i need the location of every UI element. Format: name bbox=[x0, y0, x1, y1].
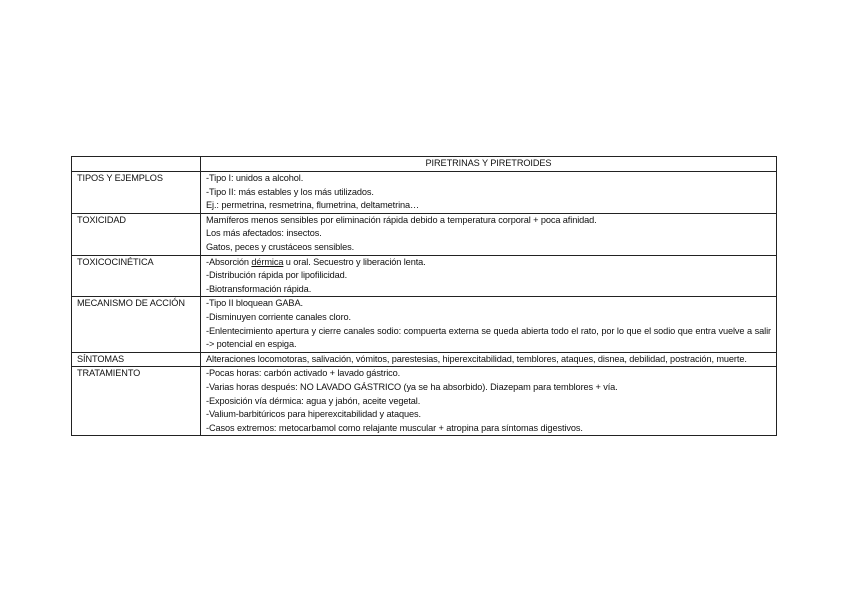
header-blank-cell bbox=[72, 157, 201, 172]
row-label-toxicocinetica: TOXICOCINÉTICA bbox=[72, 255, 201, 297]
content-line: Alteraciones locomotoras, salivación, vómitos, parestesias, hiperexcitabilidad, temblores, ataques, disnea, debilidad, postración, muerte. bbox=[206, 353, 747, 364]
underlined-word: dérmica bbox=[251, 256, 284, 267]
content-line: -Tipo II: más estables y los más utilizados. bbox=[206, 186, 374, 197]
content-line: -Biotransformación rápida. bbox=[206, 283, 312, 294]
table-header-row bbox=[72, 157, 777, 172]
row-content-tratamiento bbox=[201, 367, 777, 436]
table-row bbox=[72, 367, 777, 436]
row-label-tratamiento: TRATAMIENTO bbox=[72, 367, 201, 436]
content-line: Ej.: permetrina, resmetrina, flumetrina, deltametrina… bbox=[206, 200, 420, 211]
row-content-tipos bbox=[201, 172, 777, 214]
content-line: -Enlentecimiento apertura y cierre canales sodio: compuerta externa se queda abierta todo el rato, por lo que el sodio que entra vuelve a salir -> potencial en espiga. bbox=[206, 325, 771, 350]
row-content-toxicocinetica bbox=[201, 255, 777, 297]
row-label-tipos: TIPOS Y EJEMPLOS bbox=[72, 172, 201, 214]
content-line: -Tipo II bloquean GABA. bbox=[206, 298, 303, 309]
content-line: -Distribución rápida por lipofilicidad. bbox=[206, 270, 348, 281]
row-content-sintomas bbox=[201, 352, 777, 367]
table-title: PIRETRINAS Y PIRETROIDES bbox=[201, 157, 777, 172]
content-line: Los más afectados: insectos. bbox=[206, 228, 322, 239]
table-row bbox=[72, 213, 777, 255]
content-text: -Absorción bbox=[206, 256, 252, 267]
content-line: -Disminuyen corriente canales cloro. bbox=[206, 311, 351, 322]
table-row bbox=[72, 172, 777, 214]
content-line: Mamíferos menos sensibles por eliminación rápida debido a temperatura corporal + poca afinidad. bbox=[206, 214, 597, 225]
content-text: u oral. Secuestro y liberación lenta. bbox=[283, 256, 426, 267]
content-line: -Varias horas después: NO LAVADO GÁSTRICO (ya se ha absorbido). Diazepam para temblores + vía. bbox=[206, 381, 618, 392]
content-line bbox=[206, 256, 771, 270]
table-row bbox=[72, 352, 777, 367]
content-line: -Casos extremos: metocarbamol como relajante muscular + atropina para síntomas digestivos. bbox=[206, 422, 583, 433]
content-line: -Valium-barbitúricos para hiperexcitabilidad y ataques. bbox=[206, 409, 421, 420]
row-content-mecanismo bbox=[201, 297, 777, 352]
pyrethrins-table bbox=[71, 156, 777, 436]
table-row bbox=[72, 255, 777, 297]
content-line: -Exposición vía dérmica: agua y jabón, aceite vegetal. bbox=[206, 395, 421, 406]
row-label-sintomas: SÍNTOMAS bbox=[72, 352, 201, 367]
row-label-toxicidad: TOXICIDAD bbox=[72, 213, 201, 255]
content-line: -Pocas horas: carbón activado + lavado gástrico. bbox=[206, 368, 401, 379]
content-line: Gatos, peces y crustáceos sensibles. bbox=[206, 241, 355, 252]
row-content-toxicidad bbox=[201, 213, 777, 255]
row-label-mecanismo: MECANISMO DE ACCIÓN bbox=[72, 297, 201, 352]
content-line: -Tipo I: unidos a alcohol. bbox=[206, 173, 304, 183]
table-row bbox=[72, 297, 777, 352]
